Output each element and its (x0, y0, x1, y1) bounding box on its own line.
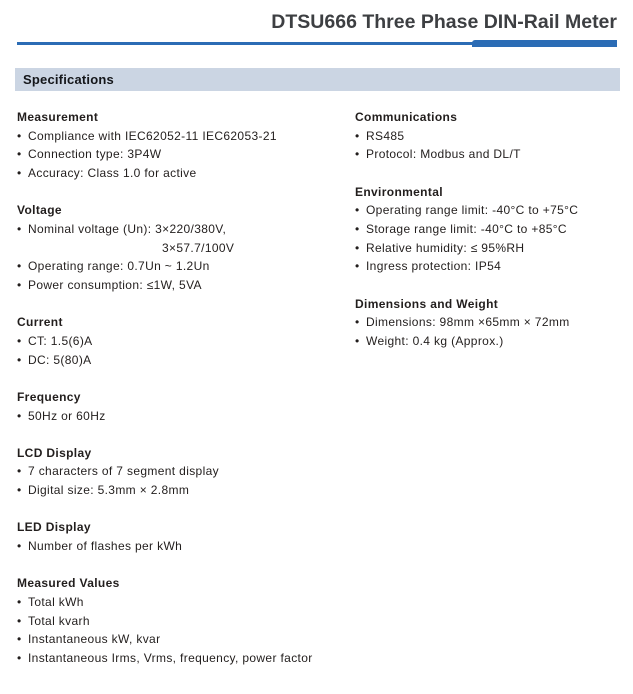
section-dimensions-weight (355, 295, 627, 351)
section-measured-values (17, 574, 353, 667)
spec-item (355, 239, 627, 258)
specifications-bar (15, 68, 620, 91)
spec-list (17, 407, 353, 426)
section-heading: LED Display (17, 520, 91, 535)
spec-item (17, 649, 353, 668)
spec-item-text: 50Hz or 60Hz (28, 408, 106, 423)
section-heading: Measured Values (17, 576, 120, 591)
spec-item-text: Digital size: 5.3mm × 2.8mm (28, 483, 190, 498)
spec-item-text: Protocol: Modbus and DL/T (366, 147, 521, 162)
spec-list (17, 593, 353, 668)
specifications-bar-label: Specifications (23, 72, 114, 87)
spec-item (355, 201, 627, 220)
section-heading: Measurement (17, 110, 99, 124)
spec-item-text: Nominal voltage (Un): 3×220/380V, (28, 221, 227, 236)
spec-item-text: Compliance with IEC62052-11 IEC62053-21 (28, 128, 277, 143)
spec-item (17, 332, 353, 351)
spec-item (17, 612, 353, 631)
spec-item (355, 257, 627, 276)
spec-item (17, 164, 353, 183)
spec-item-text: Total kvarh (28, 613, 90, 628)
spec-item-text: Operating range: 0.7Un ~ 1.2Un (28, 259, 210, 274)
spec-item (17, 593, 353, 612)
spec-list (17, 462, 353, 499)
spec-item-text: Operating range limit: -40°C to +75°C (366, 203, 579, 218)
spec-item (17, 127, 353, 146)
spec-item (355, 145, 627, 164)
spec-item (17, 145, 353, 164)
spec-list (17, 127, 353, 183)
spec-item-text: Instantaneous Irms, Vrms, frequency, power factor (28, 651, 313, 666)
spec-item-text: DC: 5(80)A (28, 352, 92, 367)
section-heading: LCD Display (17, 445, 92, 460)
section-heading: Environmental (355, 184, 443, 199)
spec-item-text: Instantaneous kW, kvar (28, 632, 161, 647)
header-rule-accent (472, 40, 617, 47)
section-frequency (17, 388, 353, 425)
spec-item-text: RS485 (366, 128, 405, 143)
page-title: DTSU666 Three Phase DIN-Rail Meter (271, 11, 617, 33)
spec-item-text: CT: 1.5(6)A (28, 333, 93, 348)
spec-item-text: Weight: 0.4 kg (Approx.) (366, 333, 504, 348)
spec-list (355, 201, 627, 276)
spec-item-text: Connection type: 3P4W (28, 147, 162, 162)
section-voltage (17, 201, 353, 294)
spec-item (355, 332, 627, 351)
spec-list (17, 332, 353, 369)
spec-item (17, 481, 353, 500)
spec-item-text: Relative humidity: ≤ 95%RH (366, 240, 525, 255)
spec-item (17, 220, 353, 257)
section-current (17, 313, 353, 369)
section-led-display (17, 518, 353, 555)
section-measurement (17, 108, 353, 183)
section-heading: Frequency (17, 389, 81, 404)
spec-item (17, 407, 353, 426)
spec-item (355, 127, 627, 146)
spec-item-text: Accuracy: Class 1.0 for active (28, 165, 197, 180)
section-lcd-display (17, 444, 353, 500)
spec-item (17, 351, 353, 370)
spec-item (17, 462, 353, 481)
section-environmental (355, 183, 627, 276)
section-heading: Dimensions and Weight (355, 296, 499, 311)
spec-item (17, 276, 353, 295)
spec-item (17, 537, 353, 556)
spec-item (355, 220, 627, 239)
section-heading: Current (17, 315, 63, 330)
spec-list (17, 537, 353, 556)
section-heading: Communications (355, 110, 458, 124)
header-rule (17, 42, 617, 45)
left-column (17, 108, 353, 668)
spec-item-text: Storage range limit: -40°C to +85°C (366, 221, 567, 236)
right-column (355, 108, 627, 351)
spec-item-text: Total kWh (28, 595, 84, 610)
spec-list (355, 313, 627, 350)
spec-list (355, 127, 627, 164)
spec-item-text: Dimensions: 98mm ×65mm × 72mm (366, 315, 570, 330)
spec-item (17, 630, 353, 649)
section-heading: Voltage (17, 203, 62, 218)
spec-item-text: 7 characters of 7 segment display (28, 464, 219, 479)
spec-item-continuation: 3×57.7/100V (162, 240, 235, 255)
spec-item-text: Ingress protection: IP54 (366, 259, 502, 274)
spec-list (17, 220, 353, 295)
spec-item (355, 313, 627, 332)
section-communications (355, 108, 627, 164)
spec-item-text: Power consumption: ≤1W, 5VA (28, 277, 202, 292)
spec-item (17, 257, 353, 276)
spec-item-text: Number of flashes per kWh (28, 539, 183, 554)
